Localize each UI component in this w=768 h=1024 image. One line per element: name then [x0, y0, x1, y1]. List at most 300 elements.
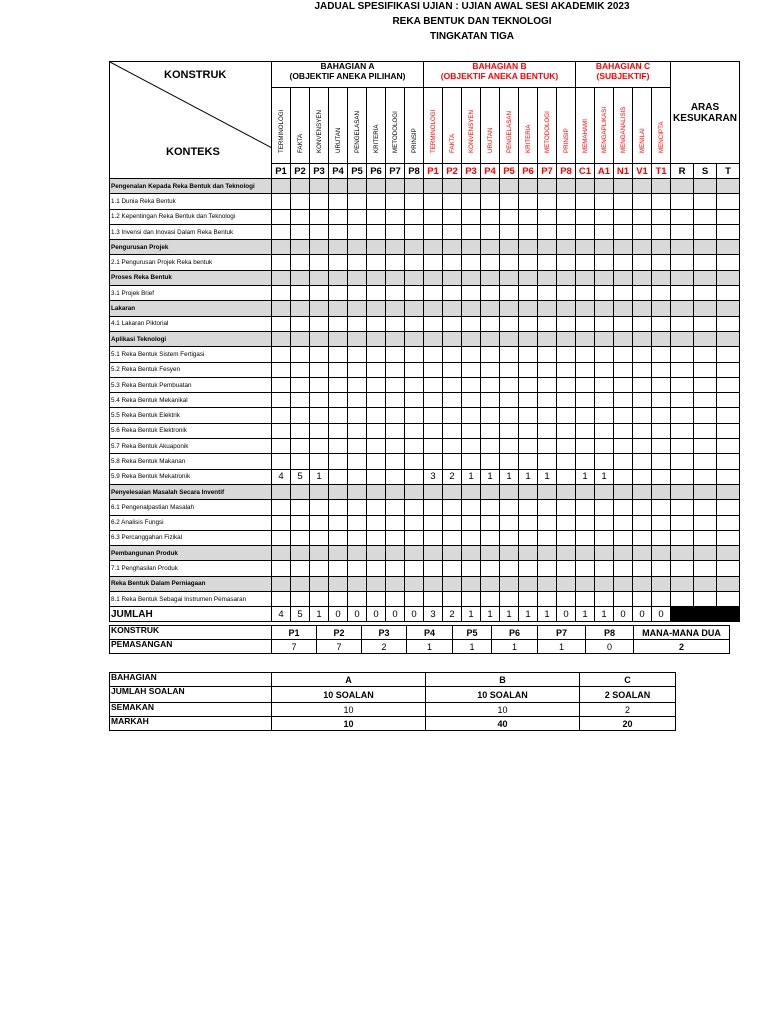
value-cell: [443, 515, 462, 530]
value-cell: [310, 301, 329, 316]
value-cell: [576, 576, 595, 591]
value-cell: [500, 576, 519, 591]
value-cell: [717, 484, 740, 499]
topic-row: [110, 469, 740, 484]
value-cell: [538, 592, 557, 607]
value-cell: [557, 469, 576, 484]
value-cell: 1: [576, 469, 595, 484]
value-cell: [614, 316, 633, 331]
value-cell: [576, 484, 595, 499]
value-cell: 5: [291, 469, 310, 484]
value-cell: [329, 469, 348, 484]
value-cell: [717, 194, 740, 209]
value-cell: [291, 240, 310, 255]
value-cell: [443, 561, 462, 576]
value-cell: [443, 362, 462, 377]
value-cell: [500, 592, 519, 607]
value-cell: [443, 439, 462, 454]
value-cell: [694, 515, 717, 530]
value-cell: [652, 439, 671, 454]
pemasangan-code: P3: [362, 626, 407, 640]
value-cell: [405, 408, 424, 423]
value-cell: [291, 592, 310, 607]
row-label: Proses Reka Bentuk: [110, 270, 272, 285]
value-cell: [367, 408, 386, 423]
value-cell: [694, 255, 717, 270]
value-cell: [538, 362, 557, 377]
pemasangan-konstruk-label: KONSTRUK: [110, 626, 272, 640]
value-cell: [386, 331, 405, 346]
value-cell: [576, 454, 595, 469]
value-cell: [367, 439, 386, 454]
value-cell: [348, 561, 367, 576]
bahagian-b-header: [424, 62, 576, 88]
value-cell: [348, 530, 367, 545]
value-cell: [633, 331, 652, 346]
value-cell: [481, 439, 500, 454]
value-cell: [595, 209, 614, 224]
value-cell: [519, 255, 538, 270]
jumlah-value: 0: [557, 607, 576, 622]
value-cell: [576, 255, 595, 270]
value-cell: [424, 331, 443, 346]
value-cell: [310, 209, 329, 224]
value-cell: [310, 530, 329, 545]
value-cell: [424, 362, 443, 377]
value-cell: [633, 362, 652, 377]
value-cell: [694, 362, 717, 377]
summary-c: 2: [580, 703, 676, 717]
code-cell: P5: [500, 164, 519, 179]
value-cell: [652, 576, 671, 591]
value-cell: [557, 270, 576, 285]
value-cell: [671, 546, 694, 561]
value-cell: [462, 530, 481, 545]
value-cell: [310, 240, 329, 255]
value-cell: [595, 331, 614, 346]
value-cell: [614, 576, 633, 591]
value-cell: [329, 546, 348, 561]
value-cell: [557, 209, 576, 224]
code-cell: P7: [538, 164, 557, 179]
value-cell: [329, 331, 348, 346]
pemasangan-code: P4: [407, 626, 453, 640]
value-cell: [329, 576, 348, 591]
value-cell: [671, 255, 694, 270]
value-cell: [538, 561, 557, 576]
value-cell: [291, 576, 310, 591]
value-cell: [386, 439, 405, 454]
value-cell: [500, 439, 519, 454]
value-cell: [671, 286, 694, 301]
value-cell: [557, 377, 576, 392]
value-cell: [481, 561, 500, 576]
value-cell: [717, 546, 740, 561]
value-cell: [386, 209, 405, 224]
value-cell: [538, 270, 557, 285]
value-cell: [462, 561, 481, 576]
value-cell: [614, 393, 633, 408]
value-cell: [386, 270, 405, 285]
value-cell: [519, 224, 538, 239]
jumlah-value: 0: [329, 607, 348, 622]
vertical-label-cell: PRINSIP: [405, 88, 424, 164]
value-cell: [557, 439, 576, 454]
value-cell: [652, 224, 671, 239]
value-cell: [652, 347, 671, 362]
value-cell: [652, 484, 671, 499]
value-cell: [424, 286, 443, 301]
jumlah-value: 0: [614, 607, 633, 622]
topic-row: [110, 209, 740, 224]
specification-table: [109, 61, 740, 622]
value-cell: [462, 316, 481, 331]
value-cell: [367, 561, 386, 576]
value-cell: [310, 255, 329, 270]
value-cell: [481, 500, 500, 515]
jumlah-value: 0: [633, 607, 652, 622]
value-cell: [671, 484, 694, 499]
value-cell: [481, 331, 500, 346]
value-cell: [717, 515, 740, 530]
value-cell: [595, 286, 614, 301]
value-cell: [367, 224, 386, 239]
value-cell: [348, 592, 367, 607]
value-cell: [405, 377, 424, 392]
value-cell: [557, 454, 576, 469]
value-cell: [348, 546, 367, 561]
value-cell: [671, 515, 694, 530]
value-cell: [310, 500, 329, 515]
value-cell: [481, 224, 500, 239]
value-cell: [272, 209, 291, 224]
value-cell: [694, 286, 717, 301]
section-row: [110, 331, 740, 346]
value-cell: [519, 286, 538, 301]
value-cell: [481, 240, 500, 255]
value-cell: [538, 546, 557, 561]
value-cell: [717, 240, 740, 255]
value-cell: [291, 194, 310, 209]
value-cell: [481, 408, 500, 423]
value-cell: [717, 316, 740, 331]
value-cell: [500, 316, 519, 331]
value-cell: [424, 209, 443, 224]
value-cell: [538, 408, 557, 423]
value-cell: [633, 393, 652, 408]
value-cell: [500, 240, 519, 255]
value-cell: [614, 286, 633, 301]
value-cell: [310, 546, 329, 561]
value-cell: [500, 515, 519, 530]
value-cell: [291, 454, 310, 469]
value-cell: [386, 194, 405, 209]
value-cell: [671, 224, 694, 239]
value-cell: [424, 408, 443, 423]
topic-row: [110, 500, 740, 515]
value-cell: [405, 209, 424, 224]
value-cell: [386, 546, 405, 561]
value-cell: [348, 224, 367, 239]
value-cell: [576, 515, 595, 530]
value-cell: [272, 331, 291, 346]
value-cell: [717, 286, 740, 301]
value-cell: 1: [500, 469, 519, 484]
topic-row: [110, 224, 740, 239]
value-cell: [694, 469, 717, 484]
value-cell: [462, 377, 481, 392]
value-cell: [694, 423, 717, 438]
value-cell: [443, 331, 462, 346]
value-cell: [500, 179, 519, 194]
value-cell: [329, 454, 348, 469]
value-cell: [424, 530, 443, 545]
value-cell: [462, 500, 481, 515]
bahagian-b-subtitle: (OBJEKTIF ANEKA BENTUK): [440, 70, 559, 81]
value-cell: 1: [310, 469, 329, 484]
value-cell: [291, 561, 310, 576]
value-cell: 2: [443, 469, 462, 484]
value-cell: [481, 209, 500, 224]
value-cell: [310, 439, 329, 454]
value-cell: [367, 469, 386, 484]
value-cell: [329, 240, 348, 255]
value-cell: [500, 546, 519, 561]
value-cell: [500, 255, 519, 270]
value-cell: [633, 224, 652, 239]
value-cell: [481, 270, 500, 285]
value-cell: [694, 500, 717, 515]
vertical-label-cell: MENCIPTA: [652, 88, 671, 164]
value-cell: [462, 301, 481, 316]
value-cell: [405, 439, 424, 454]
value-cell: [595, 484, 614, 499]
vertical-label-cell: KONVENSYEN: [310, 88, 329, 164]
value-cell: [538, 286, 557, 301]
value-cell: [519, 240, 538, 255]
value-cell: [614, 377, 633, 392]
row-label: 5.1 Reka Bentuk Sistem Fertigasi: [110, 347, 272, 362]
value-cell: [576, 423, 595, 438]
value-cell: [717, 270, 740, 285]
value-cell: [633, 377, 652, 392]
value-cell: [500, 561, 519, 576]
pemasangan-value: 0: [586, 640, 634, 654]
value-cell: [671, 270, 694, 285]
value-cell: [595, 316, 614, 331]
value-cell: [519, 484, 538, 499]
vertical-label-cell: MENGANALISIS: [614, 88, 633, 164]
value-cell: [595, 530, 614, 545]
value-cell: [557, 255, 576, 270]
vertical-label-cell: TERMINOLOGI: [424, 88, 443, 164]
value-cell: [519, 408, 538, 423]
value-cell: [329, 377, 348, 392]
value-cell: [481, 484, 500, 499]
value-cell: [557, 194, 576, 209]
value-cell: [367, 592, 386, 607]
jumlah-value: 0: [652, 607, 671, 622]
value-cell: [481, 301, 500, 316]
value-cell: [291, 209, 310, 224]
value-cell: [272, 423, 291, 438]
aras-subtitle: KESUKARAN: [673, 112, 737, 124]
value-cell: [538, 515, 557, 530]
value-cell: [538, 530, 557, 545]
code-cell: P8: [405, 164, 424, 179]
value-cell: [694, 240, 717, 255]
value-cell: [557, 347, 576, 362]
value-cell: [595, 194, 614, 209]
value-cell: [538, 331, 557, 346]
value-cell: [717, 301, 740, 316]
topic-row: [110, 423, 740, 438]
value-cell: [694, 484, 717, 499]
value-cell: [272, 500, 291, 515]
value-cell: [717, 393, 740, 408]
value-cell: [500, 530, 519, 545]
value-cell: [310, 316, 329, 331]
bahagian-b-title: BAHAGIAN B: [472, 61, 527, 71]
value-cell: [291, 500, 310, 515]
value-cell: [462, 408, 481, 423]
value-cell: [424, 439, 443, 454]
value-cell: [633, 561, 652, 576]
value-cell: [633, 484, 652, 499]
value-cell: [595, 576, 614, 591]
row-label: 6.1 Pengenalpastian Masalah: [110, 500, 272, 515]
value-cell: [367, 240, 386, 255]
summary-table: [109, 672, 676, 731]
value-cell: [481, 377, 500, 392]
value-cell: [671, 347, 694, 362]
value-cell: [405, 576, 424, 591]
summary-label: MARKAH: [110, 717, 272, 731]
value-cell: [717, 255, 740, 270]
pemasangan-value: 1: [407, 640, 453, 654]
value-cell: [717, 377, 740, 392]
value-cell: [694, 530, 717, 545]
value-cell: [405, 224, 424, 239]
topic-row: [110, 347, 740, 362]
value-cell: [633, 209, 652, 224]
section-row: [110, 576, 740, 591]
value-cell: [671, 362, 694, 377]
vertical-label-cell: URUTAN: [329, 88, 348, 164]
value-cell: [519, 347, 538, 362]
summary-a: A: [272, 673, 426, 687]
value-cell: [717, 362, 740, 377]
value-cell: [538, 454, 557, 469]
value-cell: [291, 362, 310, 377]
value-cell: [272, 515, 291, 530]
jumlah-value: 0: [405, 607, 424, 622]
section-header-row: [110, 62, 740, 88]
value-cell: [500, 454, 519, 469]
value-cell: [272, 561, 291, 576]
value-cell: [443, 377, 462, 392]
summary-c: C: [580, 673, 676, 687]
vertical-label-cell: TERMINOLOGI: [272, 88, 291, 164]
value-cell: [424, 194, 443, 209]
value-cell: [652, 179, 671, 194]
row-label: 6.2 Analisis Fungsi: [110, 515, 272, 530]
value-cell: [694, 331, 717, 346]
row-label: 5.2 Reka Bentuk Fesyen: [110, 362, 272, 377]
row-label: 7.1 Penghasilan Produk: [110, 561, 272, 576]
pemasangan-table: [109, 625, 730, 654]
value-cell: [424, 316, 443, 331]
value-cell: [348, 439, 367, 454]
value-cell: [367, 546, 386, 561]
jumlah-row: [110, 607, 740, 622]
topic-row: [110, 561, 740, 576]
value-cell: [614, 454, 633, 469]
value-cell: [462, 515, 481, 530]
value-cell: [443, 286, 462, 301]
value-cell: [717, 423, 740, 438]
value-cell: [538, 576, 557, 591]
value-cell: [310, 454, 329, 469]
value-cell: [443, 576, 462, 591]
value-cell: [329, 408, 348, 423]
jumlah-label: JUMLAH: [110, 607, 272, 622]
vertical-label-cell: METODOLOGI: [538, 88, 557, 164]
value-cell: [500, 270, 519, 285]
value-cell: [500, 484, 519, 499]
value-cell: [272, 286, 291, 301]
value-cell: [348, 194, 367, 209]
value-cell: [576, 546, 595, 561]
value-cell: [329, 362, 348, 377]
code-cell: P4: [481, 164, 500, 179]
value-cell: [633, 301, 652, 316]
value-cell: [538, 377, 557, 392]
value-cell: [424, 454, 443, 469]
value-cell: [443, 316, 462, 331]
value-cell: 1: [462, 469, 481, 484]
value-cell: [595, 592, 614, 607]
value-cell: [595, 270, 614, 285]
value-cell: [348, 515, 367, 530]
value-cell: [272, 240, 291, 255]
row-label: 5.6 Reka Bentuk Elektronik: [110, 423, 272, 438]
value-cell: [519, 439, 538, 454]
value-cell: [481, 592, 500, 607]
summary-b: 10: [426, 703, 580, 717]
topic-row: [110, 286, 740, 301]
value-cell: [272, 576, 291, 591]
value-cell: [614, 484, 633, 499]
vertical-label-cell: FAKTA: [291, 88, 310, 164]
row-label: 2.1 Pengurusan Projek Reka bentuk: [110, 255, 272, 270]
value-cell: [310, 423, 329, 438]
value-cell: [462, 255, 481, 270]
value-cell: [367, 301, 386, 316]
value-cell: [519, 179, 538, 194]
value-cell: [614, 331, 633, 346]
value-cell: [694, 194, 717, 209]
value-cell: [652, 270, 671, 285]
code-cell: P8: [557, 164, 576, 179]
value-cell: [671, 454, 694, 469]
value-cell: [557, 515, 576, 530]
value-cell: [717, 454, 740, 469]
value-cell: [424, 592, 443, 607]
value-cell: [462, 393, 481, 408]
value-cell: [329, 423, 348, 438]
value-cell: [538, 500, 557, 515]
